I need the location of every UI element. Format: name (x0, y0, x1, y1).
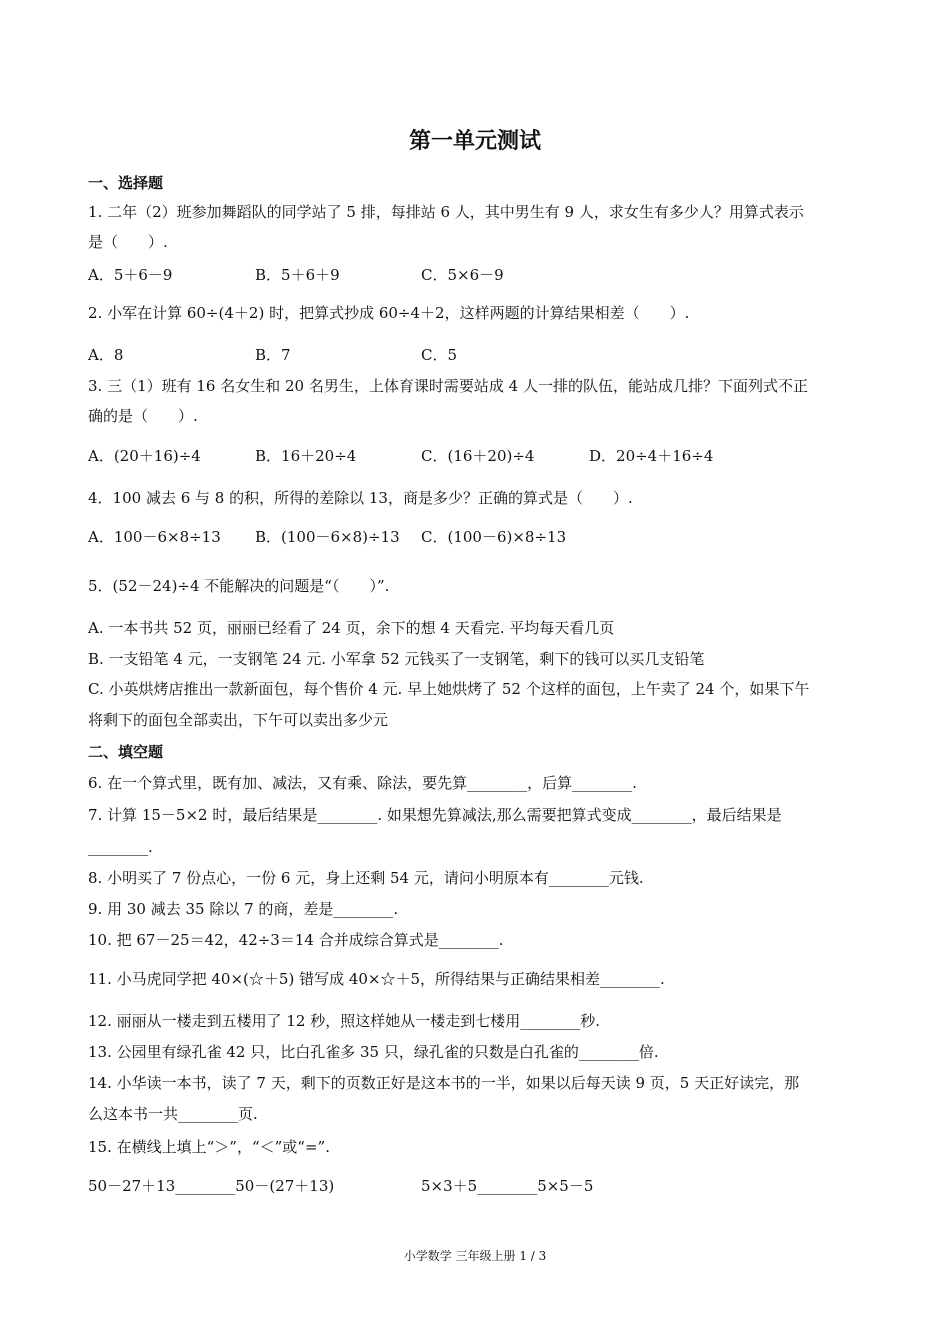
question-4-option-a: A．100－6×8÷13 (88, 528, 221, 546)
question-1-text-line2: 是（ ）. (88, 233, 168, 251)
question-3-option-d: D．20÷4＋16÷4 (589, 447, 714, 465)
question-9-text: 9. 用 30 减去 35 除以 7 的商，差是________. (88, 900, 399, 918)
question-3-option-c: C．(16＋20)÷4 (421, 447, 535, 465)
question-2-option-c: C．5 (421, 346, 458, 364)
question-10-text: 10. 把 67－25＝42，42÷3＝14 合并成综合算式是________. (88, 931, 504, 949)
question-3-text-line1: 3. 三（1）班有 16 名女生和 20 名男生，上体育课时需要站成 4 人一排的队伍，能站成几排？下面列式不正 (88, 377, 808, 395)
question-3-option-b: B．16＋20÷4 (255, 447, 357, 465)
question-14-text-line1: 14. 小华读一本书，读了 7 天，剩下的页数正好是这本书的一半，如果以后每天读 9 页，5 天正好读完，那 (88, 1074, 800, 1092)
question-4-option-b: B．(100－6×8)÷13 (255, 528, 400, 546)
question-1-option-a: A．5＋6－9 (88, 266, 173, 284)
question-11-text: 11. 小马虎同学把 40×(☆＋5) 错写成 40×☆＋5，所得结果与正确结果相差________. (88, 970, 665, 988)
question-2-text: 2. 小军在计算 60÷(4＋2) 时，把算式抄成 60÷4＋2，这样两题的计算结果相差（ ）. (88, 304, 690, 322)
question-5-option-b: B. 一支铅笔 4 元，一支钢笔 24 元. 小军拿 52 元钱买了一支钢笔，剩下的钱可以买几支铅笔 (88, 650, 705, 668)
question-1-option-b: B．5＋6＋9 (255, 266, 340, 284)
question-14-text-line2: 么这本书一共________页. (88, 1105, 258, 1123)
question-6-text: 6. 在一个算式里，既有加、减法，又有乘、除法，要先算________，后算________. (88, 774, 637, 792)
question-5-option-c-line1: C. 小英烘烤店推出一款新面包，每个售价 4 元. 早上她烘烤了 52 个这样的面包，上午卖了 24 个，如果下午 (88, 680, 810, 698)
question-3-text-line2: 确的是（ ）. (88, 407, 198, 425)
question-4-option-c: C．(100－6)×8÷13 (421, 528, 567, 546)
question-5-option-c-line2: 将剩下的面包全部卖出，下午可以卖出多少元 (88, 711, 389, 729)
question-1-text-line1: 1. 二年（2）班参加舞蹈队的同学站了 5 排，每排站 6 人，其中男生有 9 人，求女生有多少人？用算式表示 (88, 203, 804, 221)
question-12-text: 12. 丽丽从一楼走到五楼用了 12 秒，照这样她从一楼走到七楼用________秒. (88, 1012, 601, 1030)
page-title: 第一单元测试 (408, 129, 541, 154)
question-15-comparison-right: 5×3＋5________5×5－5 (421, 1177, 594, 1195)
section-heading-choice: 一、选择题 (88, 174, 164, 192)
section-heading-fill: 二、填空题 (88, 743, 164, 761)
question-15-comparison-left: 50－27＋13________50－(27＋13) (88, 1177, 335, 1195)
question-1-option-c: C．5×6－9 (421, 266, 504, 284)
question-15-text: 15. 在横线上填上“＞”，“＜”或“=”. (88, 1138, 330, 1156)
question-13-text: 13. 公园里有绿孔雀 42 只，比白孔雀多 35 只，绿孔雀的只数是白孔雀的________倍. (88, 1043, 659, 1061)
question-2-option-a: A．8 (88, 346, 124, 364)
page-footer: 小学数学 三年级上册 1 / 3 (403, 1249, 547, 1263)
question-2-option-b: B．7 (255, 346, 291, 364)
question-7-text-line1: 7. 计算 15－5×2 时，最后结果是________. 如果想先算减法,那么需要把算式变成________，最后结果是 (88, 806, 782, 824)
question-5-text: 5．(52－24)÷4 不能解决的问题是“（ ）”. (88, 577, 390, 595)
question-5-option-a: A. 一本书共 52 页，丽丽已经看了 24 页，余下的想 4 天看完. 平均每天看几页 (88, 619, 615, 637)
question-8-text: 8. 小明买了 7 份点心，一份 6 元，身上还剩 54 元，请问小明原本有________元钱. (88, 869, 644, 887)
question-7-text-line2: ________. (88, 838, 153, 856)
question-4-text: 4．100 减去 6 与 8 的积，所得的差除以 13，商是多少？正确的算式是（ ）. (88, 489, 633, 507)
question-3-option-a: A．(20＋16)÷4 (88, 447, 201, 465)
